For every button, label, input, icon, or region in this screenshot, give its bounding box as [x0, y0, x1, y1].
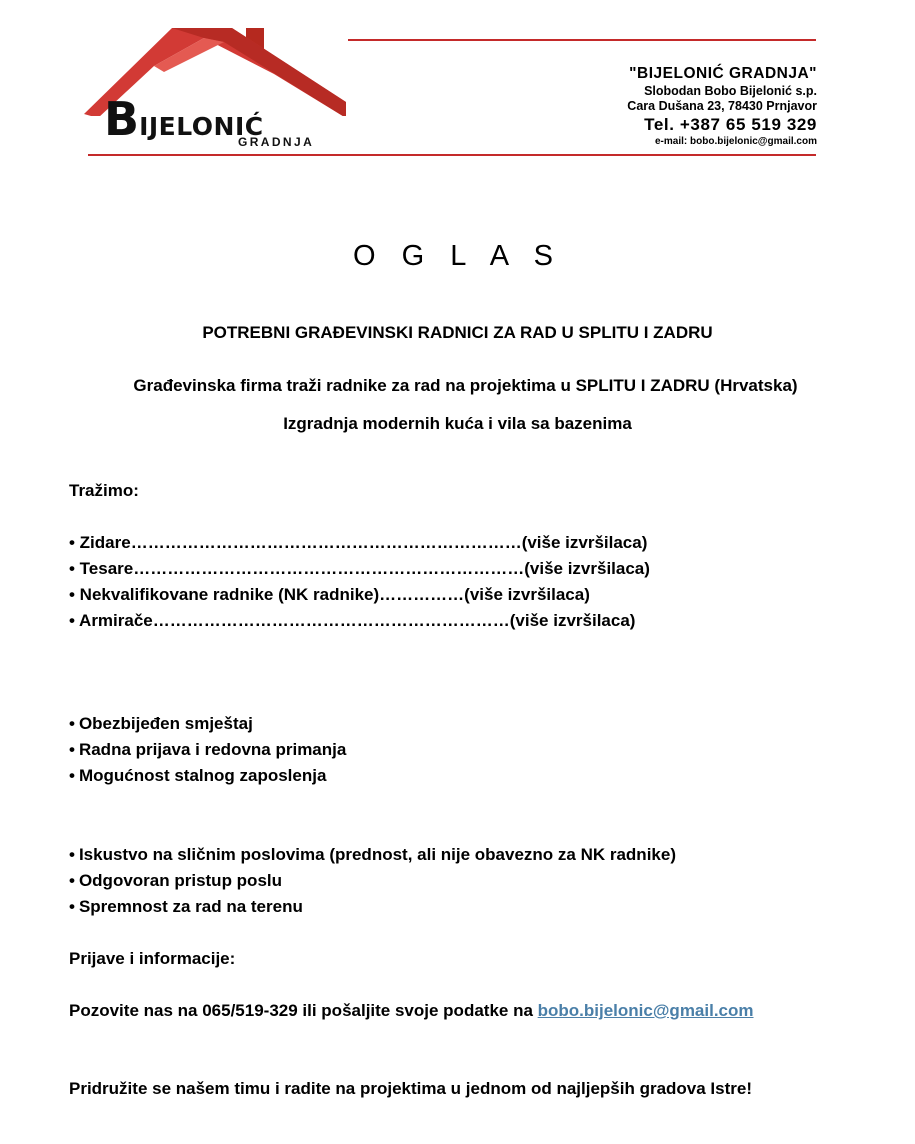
company-email: e-mail: bobo.bijelonic@gmail.com — [655, 135, 817, 147]
company-address: Cara Dušana 23, 78430 Prnjavor — [627, 99, 817, 113]
benefit-text: Mogućnost stalnog zaposlenja — [78, 766, 327, 785]
requirement-text: Odgovoran pristup poslu — [78, 871, 283, 890]
letterhead-top-rule — [348, 39, 816, 41]
headline: POTREBNI GRAĐEVINSKI RADNICI ZA RAD U SPLITU I ZADRU — [202, 323, 713, 342]
benefit-item — [69, 767, 326, 784]
page-title: O G L A S — [353, 240, 562, 272]
intro-line-1: Građevinska firma traži radnike za rad na projektima u SPLITU I ZADRU (Hrvatska) — [133, 376, 798, 395]
benefit-item — [69, 715, 253, 732]
company-owner: Slobodan Bobo Bijelonić s.p. — [644, 83, 817, 98]
logo-subtitle: GRADNJA — [238, 135, 315, 149]
requirement-item — [69, 898, 303, 915]
requirement-text: Iskustvo na sličnim poslovima (prednost, ali nije obavezno za NK radnike) — [78, 845, 676, 864]
requirement-item — [69, 846, 676, 863]
closing-line: Pridružite se našem timu i radite na projektima u jednom od najljepših gradova Istre! — [69, 1079, 752, 1098]
company-phone: Tel. +387 65 519 329 — [644, 114, 817, 134]
position-item: • Nekvalifikovane radnike (NK radnike)……………(više izvršilaca) — [69, 585, 590, 604]
benefit-text: Radna prijava i redovna primanja — [78, 740, 347, 759]
bullet-icon: • — [69, 871, 75, 890]
position-item: • Armirače………………………………………………………(više izvršilaca) — [69, 611, 636, 630]
requirement-item — [69, 872, 282, 889]
seeking-label: Tražimo: — [69, 481, 139, 500]
contact-line — [69, 1002, 754, 1019]
contact-text: Pozovite nas na 065/519-329 ili pošaljite svoje podatke na — [69, 1001, 538, 1020]
bullet-icon: • — [69, 766, 75, 785]
benefit-text: Obezbijeđen smještaj — [78, 714, 253, 733]
logo-rest: IJELONIĆ — [139, 112, 264, 141]
bullet-icon: • — [69, 845, 75, 864]
intro-line-2: Izgradnja modernih kuća i vila sa bazenima — [283, 414, 632, 433]
contact-label: Prijave i informacije: — [69, 949, 236, 968]
position-item: • Tesare……………………………………………………………(više izvršilaca) — [69, 559, 650, 578]
benefit-item — [69, 741, 346, 758]
logo-initial: B — [104, 92, 140, 146]
position-item: • Zidare……………………………………………………………(više izvršilaca) — [69, 533, 648, 552]
bullet-icon: • — [69, 740, 75, 759]
letterhead-bottom-rule — [88, 154, 816, 156]
contact-email-link[interactable]: bobo.bijelonic@gmail.com — [537, 1001, 754, 1020]
requirement-text: Spremnost za rad na terenu — [78, 897, 303, 916]
company-info — [627, 66, 817, 147]
bullet-icon: • — [69, 714, 75, 733]
company-name: "BIJELONIĆ GRADNJA" — [629, 65, 817, 82]
bullet-icon: • — [69, 897, 75, 916]
